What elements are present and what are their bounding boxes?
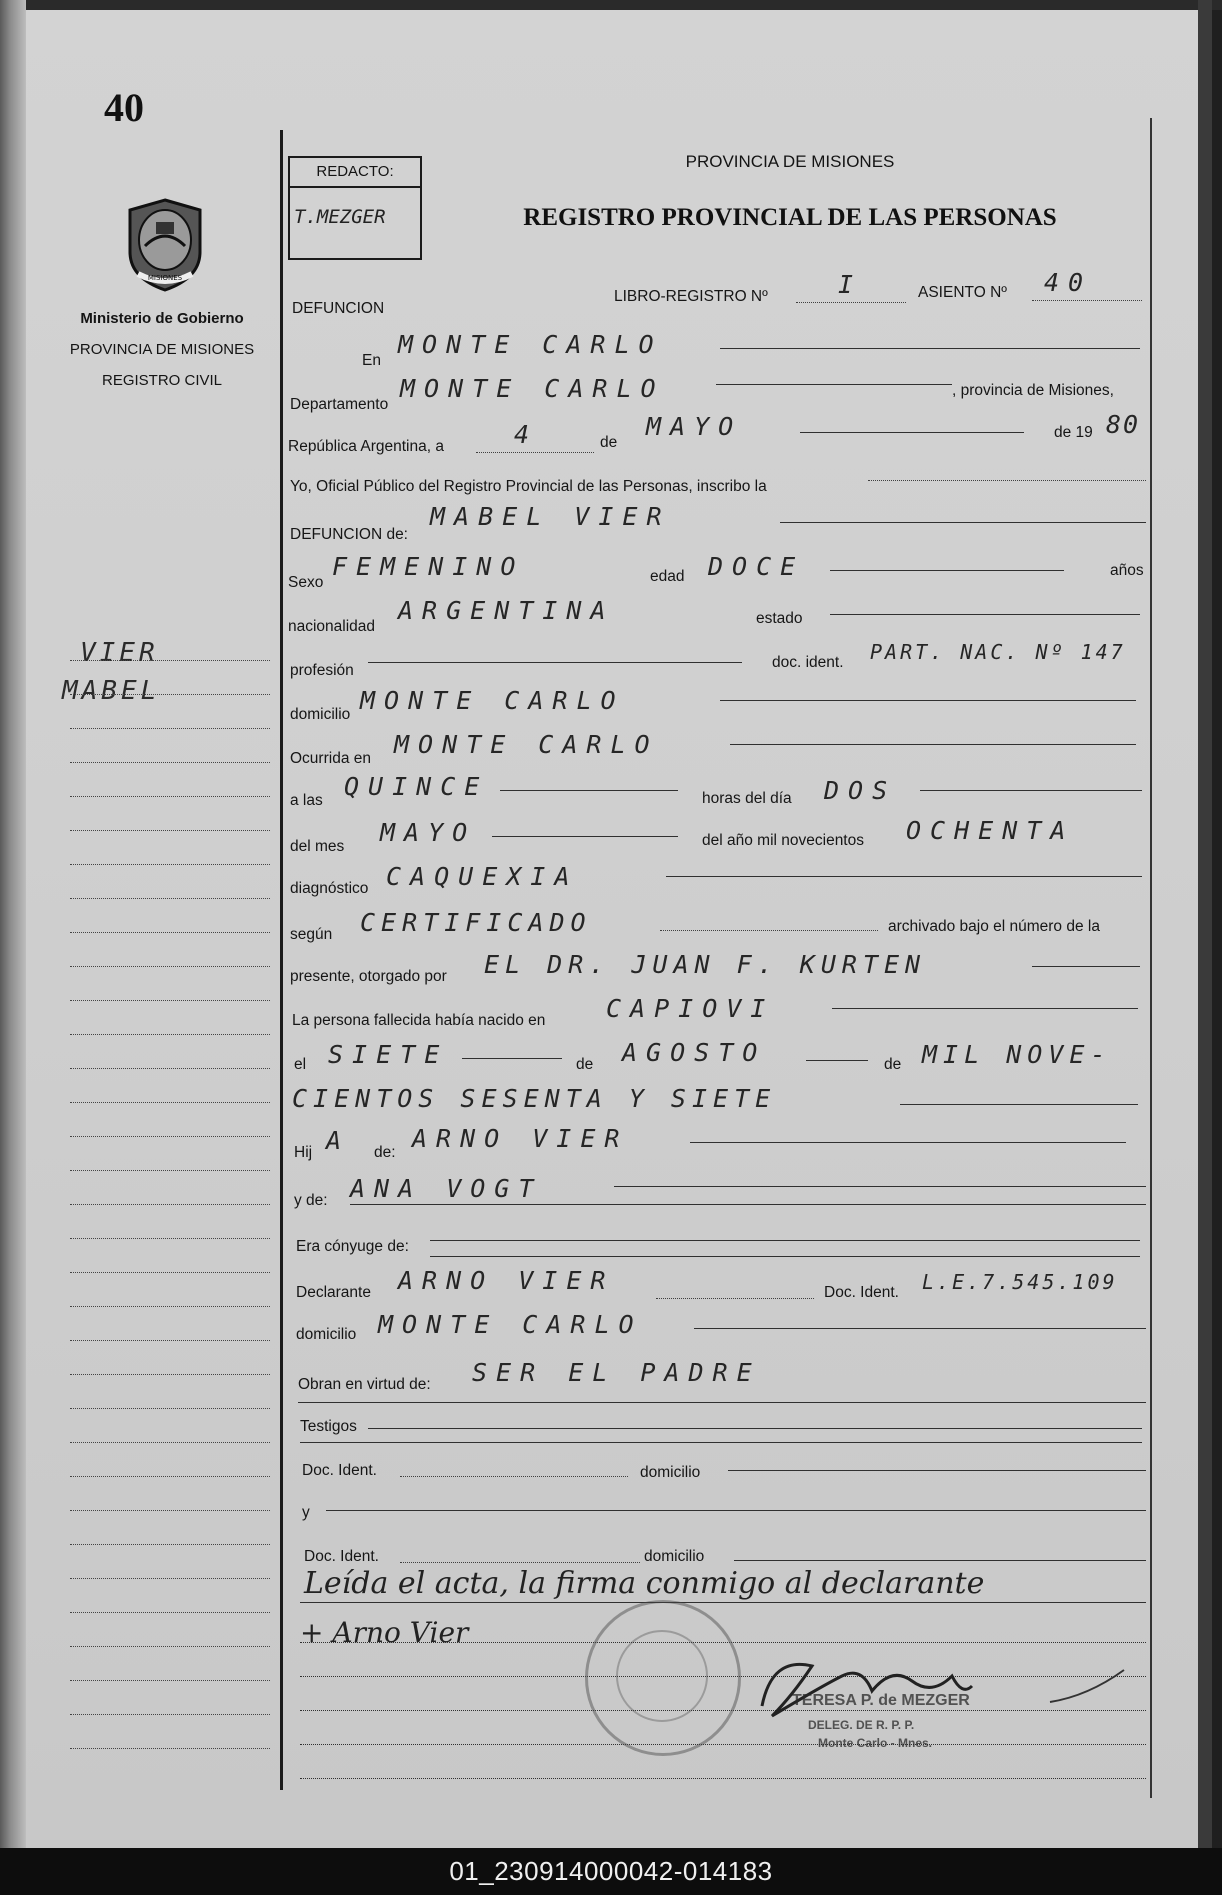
asiento-label: ASIENTO Nº	[918, 284, 1007, 301]
domicilio2-label: domicilio	[296, 1326, 357, 1343]
yo-label: Yo, Oficial Público del Registro Provincial de las Personas, inscribo la	[290, 478, 767, 495]
testigo2-doc-line	[400, 1562, 640, 1563]
asiento-line	[1032, 300, 1142, 301]
anio-label: del año mil novecientos	[702, 832, 864, 849]
departamento-label: Departamento	[290, 396, 389, 413]
day-value: 4	[514, 420, 539, 449]
domicilio-value: MONTE CARLO	[360, 686, 625, 715]
civil-registry-label: REGISTRO CIVIL	[101, 372, 223, 389]
archivado-label: archivado bajo el número de la	[888, 918, 1100, 935]
testigos-line	[368, 1428, 1142, 1429]
signature-flourish-icon	[1048, 1666, 1128, 1706]
nacionalidad-label: nacionalidad	[288, 618, 376, 635]
right-edge	[1198, 0, 1212, 1848]
hij-label: Hij	[294, 1144, 313, 1161]
testigo2-doc-label: Doc. Ident.	[304, 1548, 379, 1565]
redacto-label: REDACTO:	[290, 158, 420, 188]
madre-line	[614, 1186, 1146, 1187]
closing-line	[300, 1602, 1146, 1603]
declarant-signature: + Arno Vier	[300, 1616, 469, 1649]
conyuge-line	[430, 1240, 1140, 1241]
domicilio-line	[720, 700, 1136, 701]
registry-title: REGISTRO PROVINCIAL DE LAS PERSONAS	[523, 204, 1057, 231]
decl-doc-label: Doc. Ident.	[824, 1284, 899, 1301]
padre-value: ARNO VIER	[412, 1124, 629, 1153]
estado-line	[830, 614, 1140, 615]
stamp-title: DELEG. DE R. P. P.	[808, 1718, 915, 1732]
testigos-label: Testigos	[300, 1418, 357, 1435]
redacto-value: T.MEZGER	[294, 206, 386, 228]
edad-label: edad	[650, 568, 685, 585]
en-label: En	[362, 352, 381, 369]
decl-doc-value: L.E.7.545.109	[922, 1270, 1118, 1294]
segun-label: según	[290, 926, 333, 943]
edad-line	[830, 570, 1064, 571]
year-value: 80	[1106, 410, 1141, 439]
y-label: y	[302, 1504, 310, 1521]
el-label: el	[294, 1056, 307, 1073]
presente-line	[1032, 966, 1140, 967]
province-heading: PROVINCIA DE MISIONES	[685, 152, 895, 171]
stamp-name: TERESA P. de MEZGER	[792, 1692, 970, 1709]
testigo1-dom-label: domicilio	[640, 1464, 701, 1481]
a-las-label: a las	[290, 792, 323, 809]
anos-label: años	[1110, 562, 1144, 579]
diagnostico-line	[666, 876, 1142, 877]
diagnostico-value: CAQUEXIA	[386, 862, 579, 891]
madre-line-2	[350, 1204, 1146, 1205]
mes2-line	[806, 1060, 868, 1061]
hij-suffix: A	[326, 1126, 351, 1155]
year-label: de 19	[1054, 424, 1093, 441]
province-label: PROVINCIA DE MISIONES	[69, 341, 255, 358]
doc-ident-label: doc. ident.	[772, 654, 844, 671]
presente-value: EL DR. JUAN F. KURTEN	[484, 950, 927, 979]
hij-de-label: de:	[374, 1144, 396, 1161]
testigo2-dom-label: domicilio	[644, 1548, 705, 1565]
hora-line	[500, 790, 678, 791]
nacido-label: La persona fallecida había nacido en	[292, 1012, 546, 1029]
estado-label: estado	[756, 610, 803, 627]
ministry-label: Ministerio de Gobierno	[80, 310, 244, 327]
obran-label: Obran en virtud de:	[298, 1376, 431, 1393]
crest-label: MISIONES	[147, 274, 183, 282]
mes2-value: AGOSTO	[622, 1038, 767, 1067]
departamento-suffix: , provincia de Misiones,	[952, 382, 1114, 399]
el-line	[462, 1058, 562, 1059]
ruled-line-e	[300, 1778, 1146, 1779]
provincial-crest-icon	[120, 196, 210, 294]
margin-given-name: MABEL	[62, 676, 161, 706]
form-right-rule	[1150, 118, 1152, 1798]
month-line	[800, 432, 1024, 433]
de-label: de	[600, 434, 618, 451]
nacido-value: CAPIOVI	[606, 994, 775, 1023]
hora-value: QUINCE	[344, 772, 489, 801]
ocurrida-label: Ocurrida en	[290, 750, 371, 767]
presente-label: presente, otorgado por	[290, 968, 447, 985]
month-value: MAYO	[646, 412, 743, 441]
conyuge-label: Era cónyuge de:	[296, 1238, 409, 1255]
segun-line	[660, 930, 878, 931]
y-de-label: y de:	[294, 1192, 328, 1209]
mes-value: MAYO	[380, 818, 477, 847]
departamento-value: MONTE CARLO	[400, 374, 665, 403]
obran-line	[298, 1402, 1146, 1403]
domicilio-label: domicilio	[290, 706, 351, 723]
declarante-value: ARNO VIER	[398, 1266, 615, 1295]
declarante-line	[656, 1298, 814, 1299]
official-seal-inner	[616, 1630, 708, 1722]
margin-ruled-lines	[70, 660, 280, 1780]
departamento-line	[716, 384, 952, 385]
sexo-value: FEMENINO	[332, 552, 525, 581]
stamp-place: Monte Carlo - Mnes.	[818, 1736, 933, 1750]
testigo1-dom-line	[728, 1470, 1146, 1471]
officer-signature-icon	[752, 1636, 982, 1726]
book-binding	[0, 0, 26, 1848]
libro-value: I	[838, 270, 863, 299]
asiento-value: 40	[1044, 268, 1093, 297]
madre-value: ANA VOGT	[350, 1174, 543, 1203]
nacido-line	[832, 1008, 1138, 1009]
nacionalidad-value: ARGENTINA	[398, 596, 615, 625]
form-left-rule	[280, 130, 283, 1790]
record-type-label: DEFUNCION	[292, 300, 385, 317]
closing-text: Leída el acta, la firma conmigo al declarante	[304, 1566, 985, 1601]
domicilio2-line	[694, 1328, 1146, 1329]
de3-label: de	[884, 1056, 902, 1073]
margin-surname: VIER	[80, 638, 159, 668]
horas-label: horas del día	[702, 790, 792, 807]
dia-line	[920, 790, 1142, 791]
yo-line	[868, 480, 1146, 481]
libro-line	[796, 302, 906, 303]
ocurrida-value: MONTE CARLO	[394, 730, 659, 759]
domicilio2-value: MONTE CARLO	[378, 1310, 643, 1339]
scan-footer	[0, 1848, 1222, 1895]
cientos-value: CIENTOS SESENTA Y SIETE	[292, 1084, 777, 1113]
deceased-line	[780, 522, 1146, 523]
testigo1-doc-label: Doc. Ident.	[302, 1462, 377, 1479]
testigo1-doc-line	[400, 1476, 628, 1477]
obran-value: SER EL PADRE	[472, 1358, 761, 1387]
page-number: 40	[104, 85, 144, 130]
mes-line	[492, 836, 678, 837]
defuncion-de-label: DEFUNCION de:	[290, 526, 408, 543]
sexo-label: Sexo	[288, 574, 324, 591]
en-line	[720, 348, 1140, 349]
republica-label: República Argentina, a	[288, 438, 444, 455]
en-value: MONTE CARLO	[398, 330, 663, 359]
top-edge	[0, 0, 1222, 10]
mil-value: MIL NOVE-	[922, 1040, 1112, 1069]
scan-id: 01_230914000042-014183	[449, 1856, 773, 1886]
declarante-label: Declarante	[296, 1284, 371, 1301]
ocurrida-line	[730, 744, 1136, 745]
conyuge-line-2	[430, 1256, 1140, 1257]
edad-value: DOCE	[708, 552, 805, 581]
profesion-line	[368, 662, 742, 663]
el-value: SIETE	[328, 1040, 449, 1069]
day-line	[476, 452, 594, 453]
testigo2-dom-line	[734, 1560, 1146, 1561]
cientos-line	[900, 1104, 1138, 1105]
anio-value: OCHENTA	[906, 816, 1075, 845]
padre-line	[690, 1142, 1126, 1143]
testigos-line-2	[300, 1442, 1142, 1443]
dia-value: DOS	[824, 776, 897, 805]
segun-value: CERTIFICADO	[360, 908, 592, 937]
redacto-box	[288, 156, 422, 260]
del-mes-label: del mes	[290, 838, 345, 855]
ruled-line-d	[300, 1744, 1146, 1745]
deceased-name: MABEL VIER	[430, 502, 671, 531]
doc-ident-value: PART. NAC. Nº 147	[870, 640, 1126, 664]
y-line	[326, 1510, 1146, 1511]
libro-label: LIBRO-REGISTRO Nº	[614, 288, 768, 305]
diagnostico-label: diagnóstico	[290, 880, 369, 897]
de2-label: de	[576, 1056, 594, 1073]
profesion-label: profesión	[290, 662, 354, 679]
